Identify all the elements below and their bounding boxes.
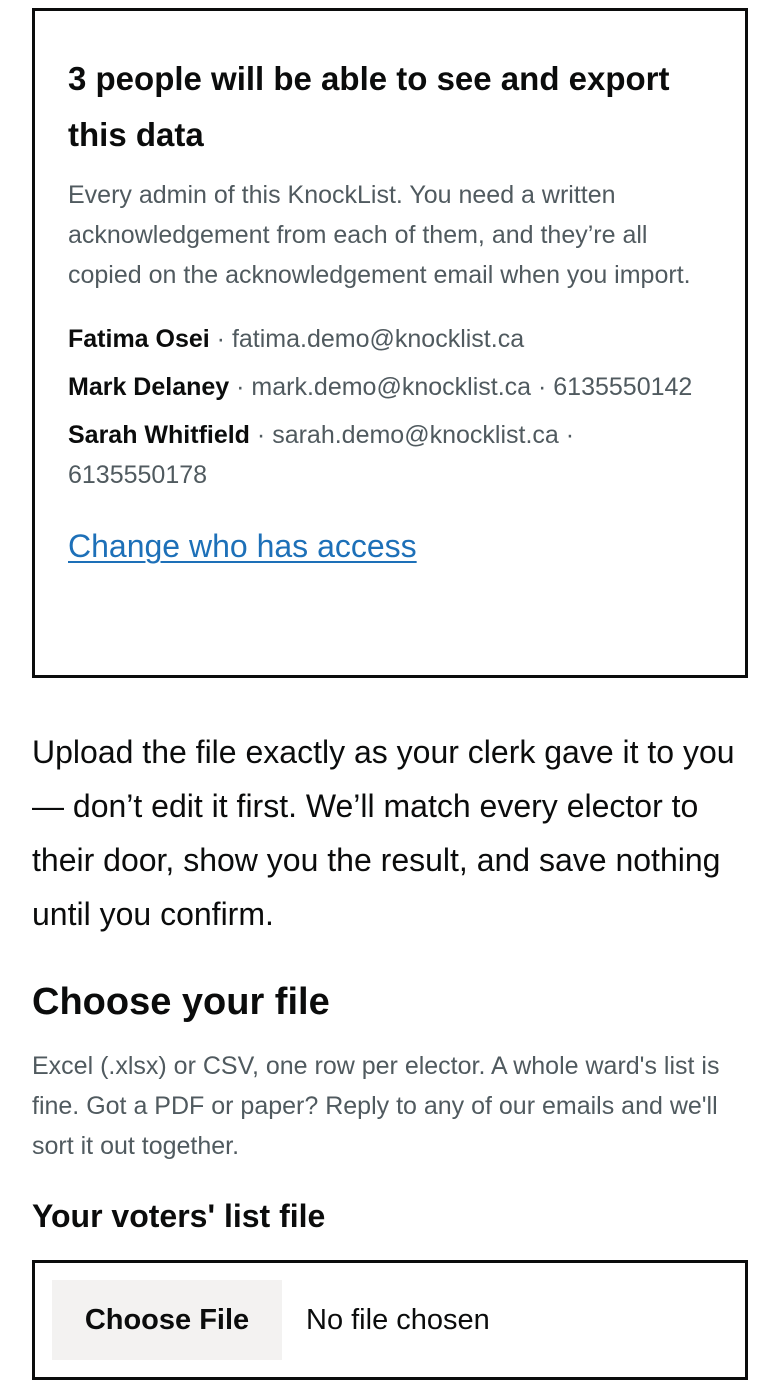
choose-file-button[interactable]: Choose File xyxy=(52,1280,282,1360)
admin-email: mark.demo@knocklist.ca xyxy=(251,373,532,401)
admin-name: Mark Delaney xyxy=(68,373,230,401)
admin-separator: · xyxy=(249,421,273,449)
admin-item xyxy=(68,319,712,359)
admin-email: sarah.demo@knocklist.ca xyxy=(272,421,559,449)
voters-list-file-label: Your voters' list file xyxy=(32,1198,326,1234)
file-format-hint: Excel (.xlsx) or CSV, one row per elector. A whole ward's list is fine. Got a PDF or paper? Reply to any of our emails and we'll sort it out together. xyxy=(32,1052,720,1160)
choose-file-heading: Choose your file xyxy=(32,981,330,1023)
access-title: 3 people will be able to see and export this data xyxy=(68,60,670,153)
admin-item xyxy=(68,415,712,495)
admin-separator: · xyxy=(209,325,232,353)
admin-item xyxy=(68,367,712,407)
admin-separator: · xyxy=(531,373,554,401)
file-status-text: No file chosen xyxy=(306,1303,490,1336)
access-description: Every admin of this KnockList. You need a written acknowledgement from each of them, and they’re all copied on the acknowledgement email when you import. xyxy=(68,181,691,289)
admin-name: Fatima Osei xyxy=(68,325,210,353)
upload-intro: Upload the file exactly as your clerk gave it to you — don’t edit it first. We’ll match every elector to their door, show you the result, and save nothing until you confirm. xyxy=(32,734,735,932)
access-panel xyxy=(32,8,748,678)
admin-phone: 6135550142 xyxy=(553,373,693,401)
admin-name: Sarah Whitfield xyxy=(68,421,250,449)
admin-separator: · xyxy=(558,421,575,449)
admin-list xyxy=(68,319,712,495)
admin-phone: 6135550178 xyxy=(68,461,208,489)
change-access-link[interactable]: Change who has access xyxy=(68,528,417,564)
admin-email: fatima.demo@knocklist.ca xyxy=(231,325,525,353)
admin-separator: · xyxy=(229,373,252,401)
voters-list-file-input[interactable] xyxy=(32,1260,748,1380)
